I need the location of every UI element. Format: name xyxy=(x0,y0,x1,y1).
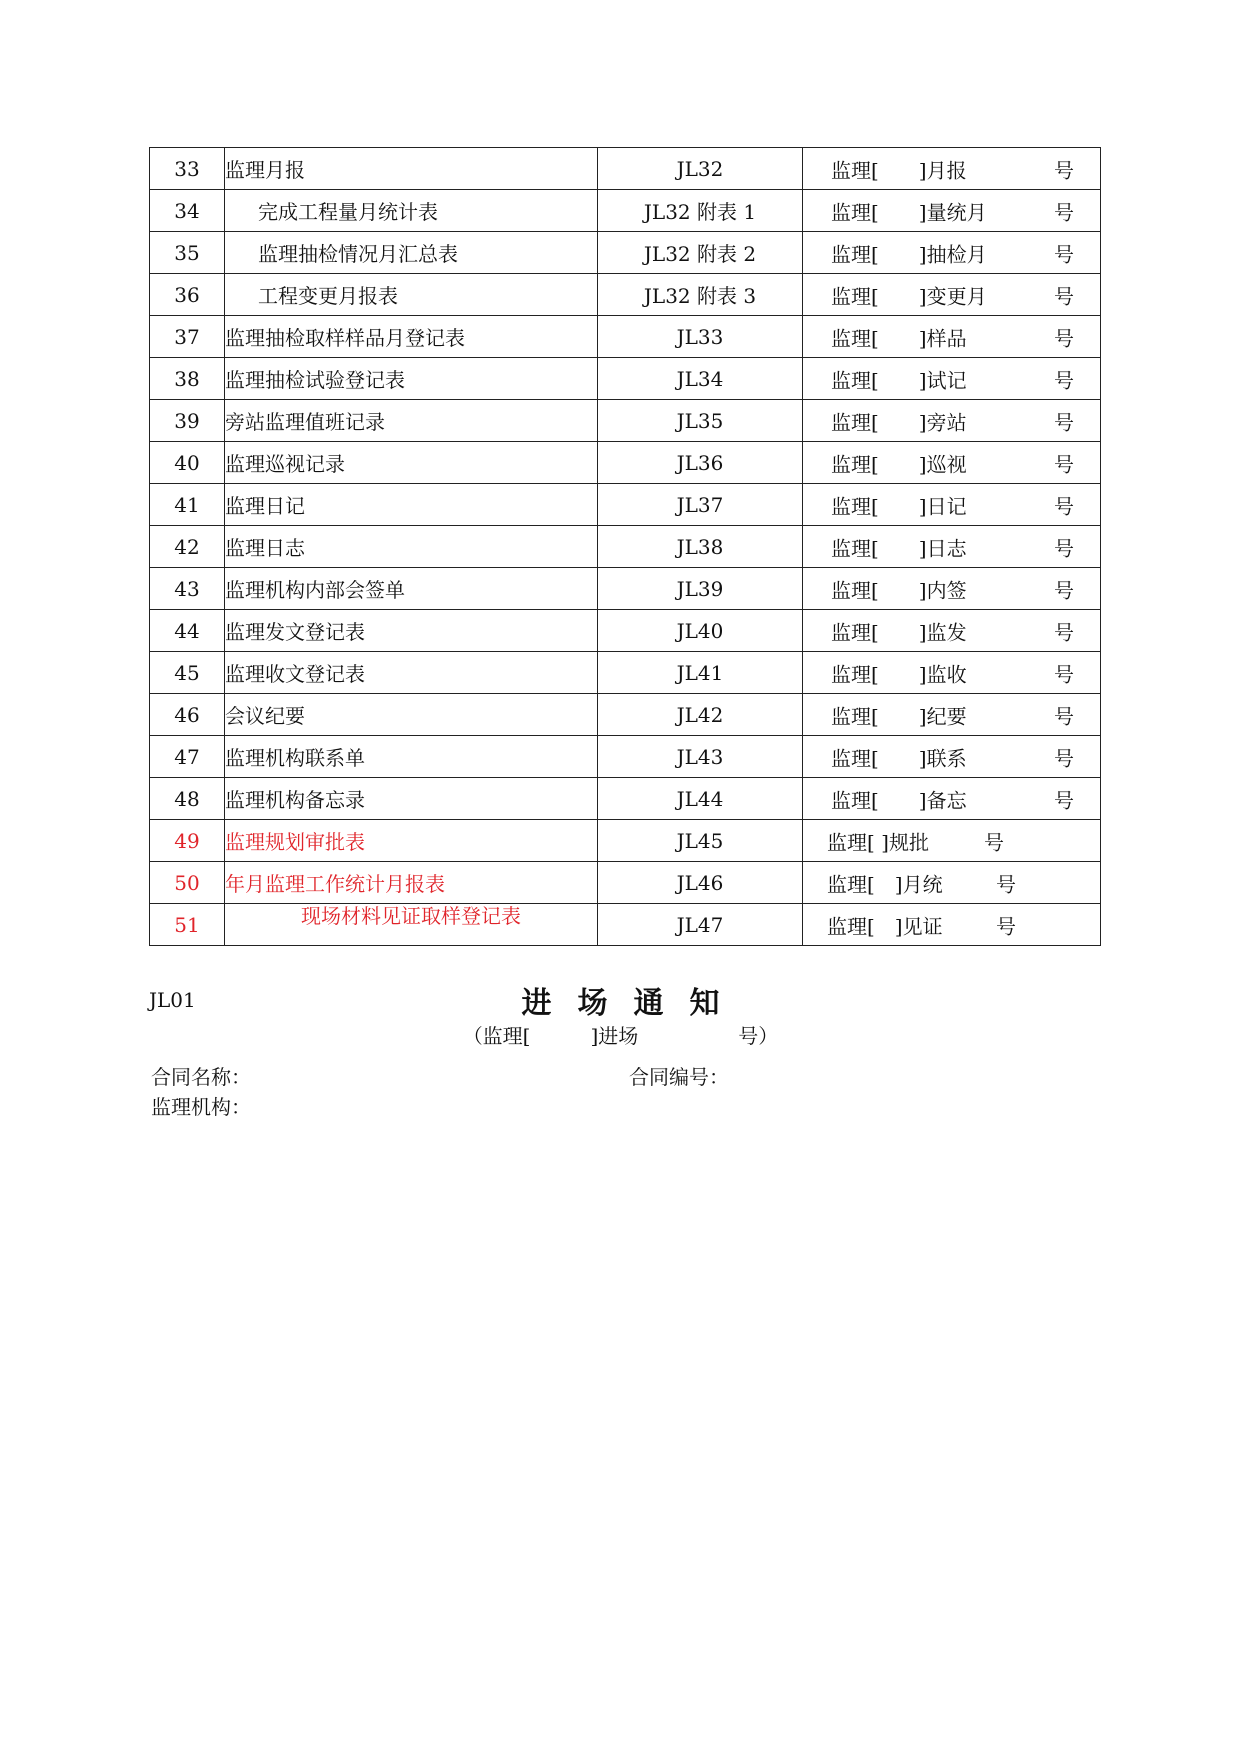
number-suffix: 号 xyxy=(1054,200,1074,224)
form-code-cell: JL41 xyxy=(598,652,803,694)
number-prefix: 监理[ ]量统月 xyxy=(831,200,987,224)
form-name: 监理发文登记表 xyxy=(225,610,598,652)
notice-title: 进场通知 xyxy=(521,986,746,1021)
number-suffix: 号 xyxy=(984,830,1004,854)
table-row xyxy=(150,190,1101,232)
number-prefix: 监理[ ]巡视 xyxy=(831,452,967,476)
row-number: 39 xyxy=(150,400,225,442)
number-prefix: 监理[ ]月报 xyxy=(831,158,967,182)
notice-number-line: （监理[ ]进场 号） xyxy=(462,1024,779,1048)
number-suffix: 号 xyxy=(1054,326,1074,350)
number-suffix: 号 xyxy=(996,914,1016,938)
document-number-format xyxy=(803,400,1101,442)
table-row xyxy=(150,526,1101,568)
row-number: 37 xyxy=(150,316,225,358)
row-number: 47 xyxy=(150,736,225,778)
supervision-agency-label: 监理机构： xyxy=(151,1095,251,1119)
row-number: 49 xyxy=(150,820,225,862)
form-name: 完成工程量月统计表 xyxy=(225,190,598,232)
form-code-cell: JL39 xyxy=(598,568,803,610)
form-name: 监理日志 xyxy=(225,526,598,568)
form-code-cell: JL38 xyxy=(598,526,803,568)
number-prefix: 监理[ ]抽检月 xyxy=(831,242,987,266)
number-suffix: 号 xyxy=(1054,662,1074,686)
document-number-format xyxy=(803,862,1101,904)
document-number-format xyxy=(803,232,1101,274)
number-suffix: 号 xyxy=(1054,452,1074,476)
number-prefix: 监理[ ]日记 xyxy=(831,494,967,518)
number-prefix: 监理[ ]备忘 xyxy=(831,788,967,812)
form-code-cell: JL32 附表 2 xyxy=(598,232,803,274)
form-name: 会议纪要 xyxy=(225,694,598,736)
row-number: 40 xyxy=(150,442,225,484)
row-number: 34 xyxy=(150,190,225,232)
form-name xyxy=(225,904,598,946)
form-name: 监理机构内部会签单 xyxy=(225,568,598,610)
form-code-cell: JL32 附表 3 xyxy=(598,274,803,316)
number-prefix: 监理[ ]联系 xyxy=(831,746,967,770)
row-number: 36 xyxy=(150,274,225,316)
row-number: 51 xyxy=(150,904,225,946)
table-row xyxy=(150,778,1101,820)
form-code-cell: JL32 xyxy=(598,148,803,190)
form-code-cell: JL42 xyxy=(598,694,803,736)
form-code-cell: JL47 xyxy=(598,904,803,946)
form-code: JL01 xyxy=(149,988,196,1012)
table-row xyxy=(150,358,1101,400)
form-name: 监理机构联系单 xyxy=(225,736,598,778)
contract-name-label: 合同名称： xyxy=(151,1065,251,1089)
row-number: 48 xyxy=(150,778,225,820)
number-suffix: 号 xyxy=(1054,242,1074,266)
form-name: 监理机构备忘录 xyxy=(225,778,598,820)
form-code-cell: JL40 xyxy=(598,610,803,652)
number-suffix: 号 xyxy=(1054,788,1074,812)
document-number-format xyxy=(803,610,1101,652)
document-number-format xyxy=(803,820,1101,862)
form-name: 监理抽检试验登记表 xyxy=(225,358,598,400)
form-code-cell: JL32 附表 1 xyxy=(598,190,803,232)
document-number-format xyxy=(803,484,1101,526)
table-row xyxy=(150,274,1101,316)
number-suffix: 号 xyxy=(1054,284,1074,308)
number-prefix: 监理[ ]纪要 xyxy=(831,704,967,728)
table-row xyxy=(150,568,1101,610)
document-number-format xyxy=(803,442,1101,484)
form-code-cell: JL34 xyxy=(598,358,803,400)
number-suffix: 号 xyxy=(1054,620,1074,644)
form-name: 监理收文登记表 xyxy=(225,652,598,694)
form-name: 监理抽检情况月汇总表 xyxy=(225,232,598,274)
document-number-format xyxy=(803,778,1101,820)
row-number: 35 xyxy=(150,232,225,274)
form-code-cell: JL35 xyxy=(598,400,803,442)
form-code-cell: JL36 xyxy=(598,442,803,484)
form-name: 年月监理工作统计月报表 xyxy=(225,862,598,904)
form-name: 监理巡视记录 xyxy=(225,442,598,484)
document-number-format xyxy=(803,190,1101,232)
number-suffix: 号 xyxy=(1054,368,1074,392)
number-suffix: 号 xyxy=(1054,536,1074,560)
number-prefix: 监理[ ]旁站 xyxy=(831,410,967,434)
form-name: 旁站监理值班记录 xyxy=(225,400,598,442)
form-name: 监理月报 xyxy=(225,148,598,190)
document-number-format xyxy=(803,358,1101,400)
form-name-text: 现场材料见证取样登记表 xyxy=(301,904,521,928)
form-code-cell: JL37 xyxy=(598,484,803,526)
row-number: 50 xyxy=(150,862,225,904)
document-number-format xyxy=(803,316,1101,358)
form-name: 监理日记 xyxy=(225,484,598,526)
number-prefix: 监理[ ]样品 xyxy=(831,326,967,350)
number-prefix: 监理[ ]月统 xyxy=(827,872,943,896)
table-row xyxy=(150,610,1101,652)
number-prefix: 监理[ ]变更月 xyxy=(831,284,987,308)
table-row xyxy=(150,232,1101,274)
table-row xyxy=(150,694,1101,736)
table-row xyxy=(150,148,1101,190)
number-suffix: 号 xyxy=(1054,704,1074,728)
number-suffix: 号 xyxy=(1054,578,1074,602)
number-prefix: 监理[ ]日志 xyxy=(831,536,967,560)
number-suffix: 号 xyxy=(1054,158,1074,182)
contract-number-label: 合同编号： xyxy=(629,1065,729,1089)
document-number-format xyxy=(803,904,1101,946)
row-number: 42 xyxy=(150,526,225,568)
number-suffix: 号 xyxy=(1054,494,1074,518)
table-row xyxy=(150,904,1101,946)
row-number: 46 xyxy=(150,694,225,736)
form-name: 工程变更月报表 xyxy=(225,274,598,316)
table-row xyxy=(150,316,1101,358)
form-code-cell: JL44 xyxy=(598,778,803,820)
number-prefix: 监理[ ]监发 xyxy=(831,620,967,644)
document-number-format xyxy=(803,736,1101,778)
form-name: 监理抽检取样样品月登记表 xyxy=(225,316,598,358)
table-row xyxy=(150,820,1101,862)
number-suffix: 号 xyxy=(1054,746,1074,770)
table-row xyxy=(150,442,1101,484)
row-number: 44 xyxy=(150,610,225,652)
number-prefix: 监理[ ]见证 xyxy=(827,914,943,938)
form-register-table xyxy=(149,147,1101,946)
form-name: 监理规划审批表 xyxy=(225,820,598,862)
form-code-cell: JL46 xyxy=(598,862,803,904)
number-prefix: 监理[ ]试记 xyxy=(831,368,967,392)
row-number: 38 xyxy=(150,358,225,400)
table-row xyxy=(150,652,1101,694)
number-prefix: 监理[ ]监收 xyxy=(831,662,967,686)
number-prefix: 监理[ ]规批 xyxy=(827,830,929,854)
row-number: 41 xyxy=(150,484,225,526)
document-number-format xyxy=(803,274,1101,316)
form-code-cell: JL33 xyxy=(598,316,803,358)
document-number-format xyxy=(803,694,1101,736)
document-number-format xyxy=(803,568,1101,610)
number-suffix: 号 xyxy=(996,872,1016,896)
row-number: 45 xyxy=(150,652,225,694)
form-code-cell: JL43 xyxy=(598,736,803,778)
table-row xyxy=(150,736,1101,778)
document-number-format xyxy=(803,652,1101,694)
row-number: 33 xyxy=(150,148,225,190)
document-number-format xyxy=(803,526,1101,568)
number-suffix: 号 xyxy=(1054,410,1074,434)
document-number-format xyxy=(803,148,1101,190)
table-row xyxy=(150,484,1101,526)
number-prefix: 监理[ ]内签 xyxy=(831,578,967,602)
table-row xyxy=(150,862,1101,904)
form-code-cell: JL45 xyxy=(598,820,803,862)
row-number: 43 xyxy=(150,568,225,610)
table-row xyxy=(150,400,1101,442)
